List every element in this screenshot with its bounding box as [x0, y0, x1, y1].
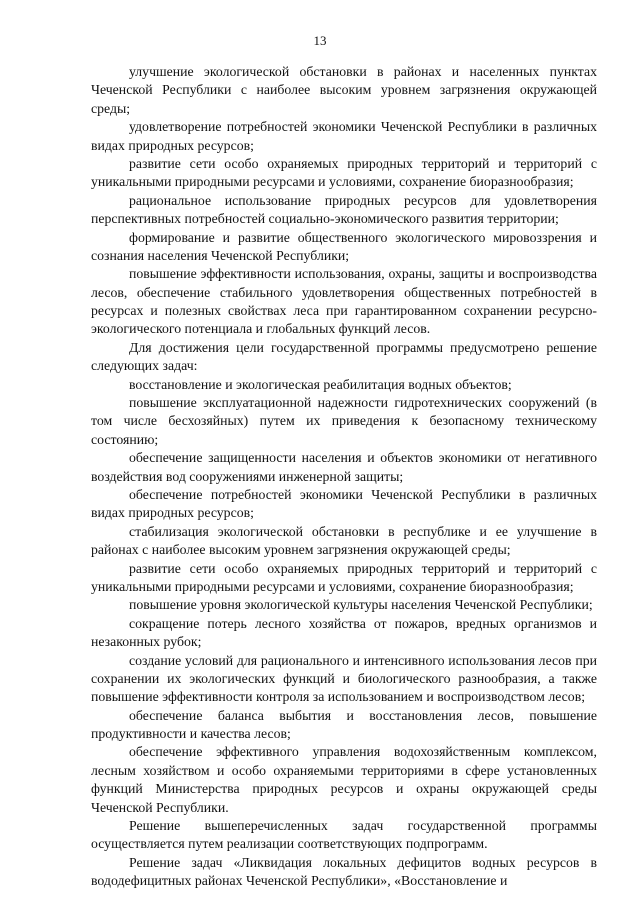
paragraph-16: создание условий для рационального и интенсивного использования лесов при сохранении их экологических функций и биологического разнообразия, а также повышение эффективности контроля за использованием и воспроизводством лесов; — [91, 652, 597, 705]
paragraph-18: обеспечение эффективного управления водохозяйственным комплексом, лесным хозяйством и особо охраняемыми территориями в сфере установленных функций Министерства природных ресурсов и охраны окружающей среды Чеченской Республики. — [91, 744, 597, 815]
paragraph-3: развитие сети особо охраняемых природных территорий и территорий с уникальными природными ресурсами и условиями, сохранение биоразнообразия; — [91, 155, 597, 190]
paragraph-13: развитие сети особо охраняемых природных территорий и территорий с уникальными природными ресурсами и условиями, сохранение биоразнообразия; — [91, 560, 597, 594]
paragraph-10: обеспечение защищенности населения и объектов экономики от негативного воздействия вод сооружениями инженерной защиты; — [91, 450, 597, 484]
paragraph-19: Решение вышеперечисленных задач государственной программы осуществляется путем реализации соответствующих подпрограмм. — [91, 818, 597, 852]
paragraph-9: повышение эксплуатационной надежности гидротехнических сооружений (в том числе бесхозяйных) путем их приведения к безопасному техническому состоянию; — [91, 395, 597, 447]
document-body — [91, 63, 597, 891]
paragraph-12: стабилизация экологической обстановки в республике и ее улучшение в районах с наиболее высоким уровнем загрязнения окружающей среды; — [91, 523, 597, 558]
paragraph-7: Для достижения цели государственной программы предусмотрено решение следующих задач: — [91, 339, 597, 374]
paragraph-15: сокращение потерь лесного хозяйства от пожаров, вредных организмов и незаконных рубок; — [91, 615, 597, 650]
page-number: 13 — [313, 33, 327, 48]
paragraph-11: обеспечение потребностей экономики Чеченской Республики в различных видах природных ресурсов; — [91, 486, 597, 521]
paragraph-4: рациональное использование природных ресурсов для удовлетворения перспективных потребностей социально-экономического развития территории; — [91, 192, 597, 227]
paragraph-14: повышение уровня экологической культуры населения Чеченской Республики; — [129, 597, 593, 613]
paragraph-8: восстановление и экологическая реабилитация водных объектов; — [129, 376, 512, 392]
paragraph-6: повышение эффективности использования, охраны, защиты и воспроизводства лесов, обеспечение стабильного удовлетворения общественных потребностей в ресурсах и полезных свойствах леса при гарантированном сохранении ресурсно-экологического потенциала и глобальных функций лесов. — [91, 266, 597, 337]
paragraph-17: обеспечение баланса выбытия и восстановления лесов, повышение продуктивности и качества лесов; — [91, 707, 597, 742]
paragraph-2: удовлетворение потребностей экономики Чеченской Республики в различных видах природных ресурсов; — [91, 119, 597, 153]
paragraph-5: формирование и развитие общественного экологического мировоззрения и сознания населения Чеченской Республики; — [91, 229, 597, 263]
paragraph-1: улучшение экологической обстановки в районах и населенных пунктах Чеченской Республики с наиболее высоким уровнем загрязнения окружающей среды; — [91, 64, 597, 116]
paragraph-20: Решение задач «Ликвидация локальных дефицитов водных ресурсов в вододефицитных районах Чеченской Республики», «Восстановление и — [91, 854, 597, 889]
